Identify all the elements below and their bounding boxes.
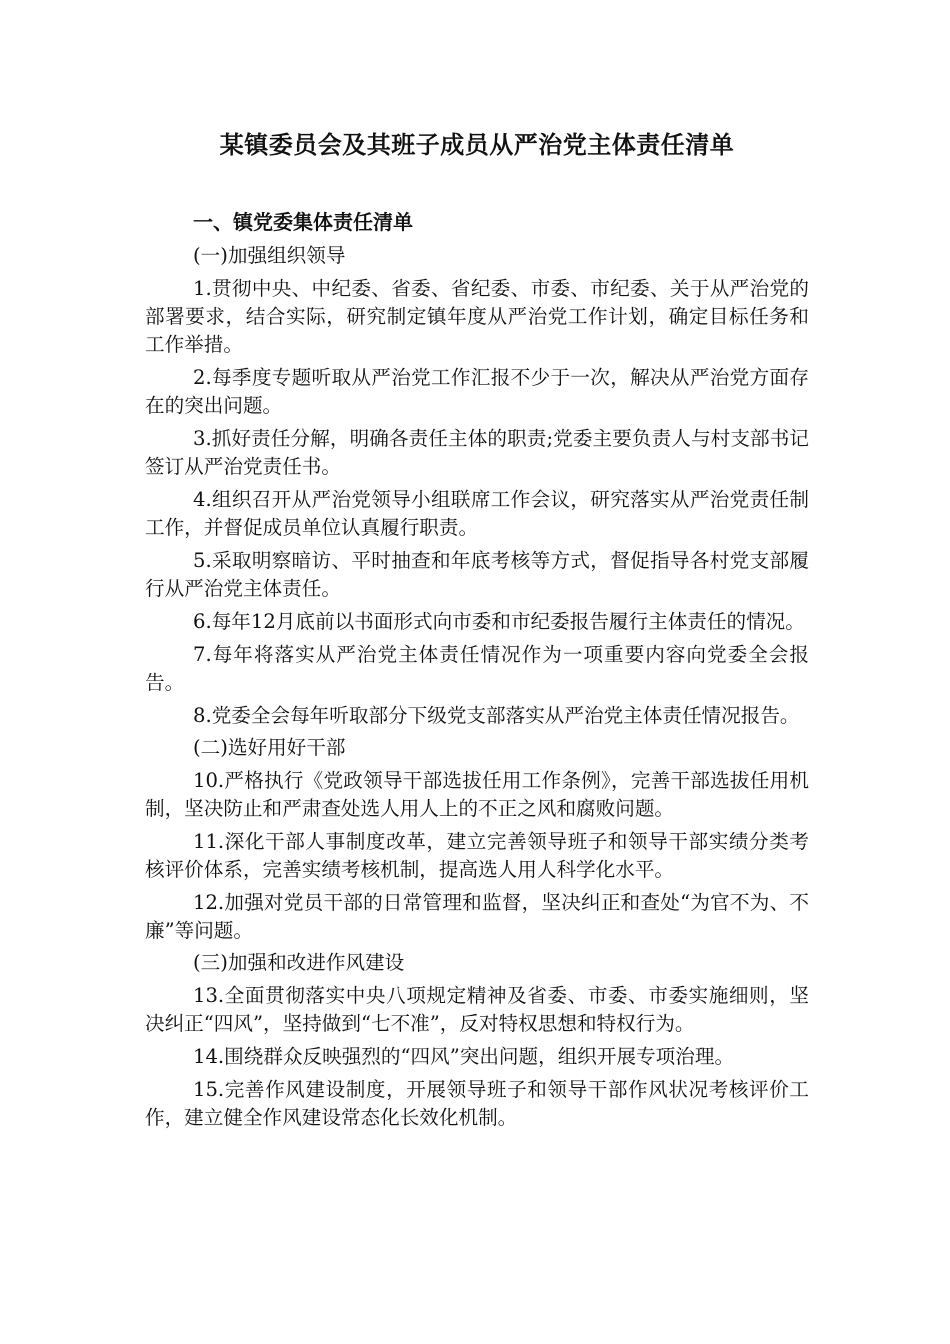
list-item: 5.采取明察暗访、平时抽查和年底考核等方式，督促指导各村党支部履行从严治党主体责任。 xyxy=(145,549,809,600)
list-item: 12.加强对党员干部的日常管理和监督，坚决纠正和查处“为官不为、不廉”等问题。 xyxy=(145,891,809,942)
section-heading: 一、镇党委集体责任清单 xyxy=(193,210,413,234)
subsection-heading: (一)加强组织领导 xyxy=(193,244,346,267)
document-title: 某镇委员会及其班子成员从严治党主体责任清单 xyxy=(219,131,735,159)
list-item: 6.每年12月底前以书面形式向市委和市纪委报告履行主体责任的情况。 xyxy=(193,610,805,633)
subsection-heading: (二)选好用好干部 xyxy=(193,736,346,759)
list-item: 14.围绕群众反映强烈的“四风”突出问题，组织开展专项治理。 xyxy=(193,1045,735,1068)
subsection-heading: (三)加强和改进作风建设 xyxy=(193,951,405,974)
list-item: 7.每年将落实从严治党主体责任情况作为一项重要内容向党委全会报告。 xyxy=(145,643,809,694)
list-item: 3.抓好责任分解，明确各责任主体的职责;党委主要负责人与村支部书记签订从严治党责任书。 xyxy=(145,427,809,478)
list-item: 13.全面贯彻落实中央八项规定精神及省委、市委、市委实施细则，坚决纠正“四风”，坚持做到“七不准”，反对特权思想和特权行为。 xyxy=(145,984,809,1035)
list-item: 8.党委全会每年听取部分下级党支部落实从严治党主体责任情况报告。 xyxy=(193,704,800,727)
document-body xyxy=(145,128,809,1132)
list-item: 4.组织召开从严治党领导小组联席工作会议，研究落实从严治党责任制工作，并督促成员单位认真履行职责。 xyxy=(145,488,809,539)
list-item: 2.每季度专题听取从严治党工作汇报不少于一次，解决从严治党方面存在的突出问题。 xyxy=(145,366,809,417)
list-item: 15.完善作风建设制度，开展领导班子和领导干部作风状况考核评价工作，建立健全作风建设常态化长效化机制。 xyxy=(145,1078,809,1129)
list-item: 11.深化干部人事制度改革，建立完善领导班子和领导干部实绩分类考核评价体系，完善实绩考核机制，提高选人用人科学化水平。 xyxy=(145,830,809,881)
list-item: 10.严格执行《党政领导干部选拔任用工作条例》，完善干部选拔任用机制，坚决防止和严肃查处选人用人上的不正之风和腐败问题。 xyxy=(145,769,809,820)
list-item: 1.贯彻中央、中纪委、省委、省纪委、市委、市纪委、关于从严治党的部署要求，结合实际，研究制定镇年度从严治党工作计划，确定目标任务和工作举措。 xyxy=(145,277,809,356)
